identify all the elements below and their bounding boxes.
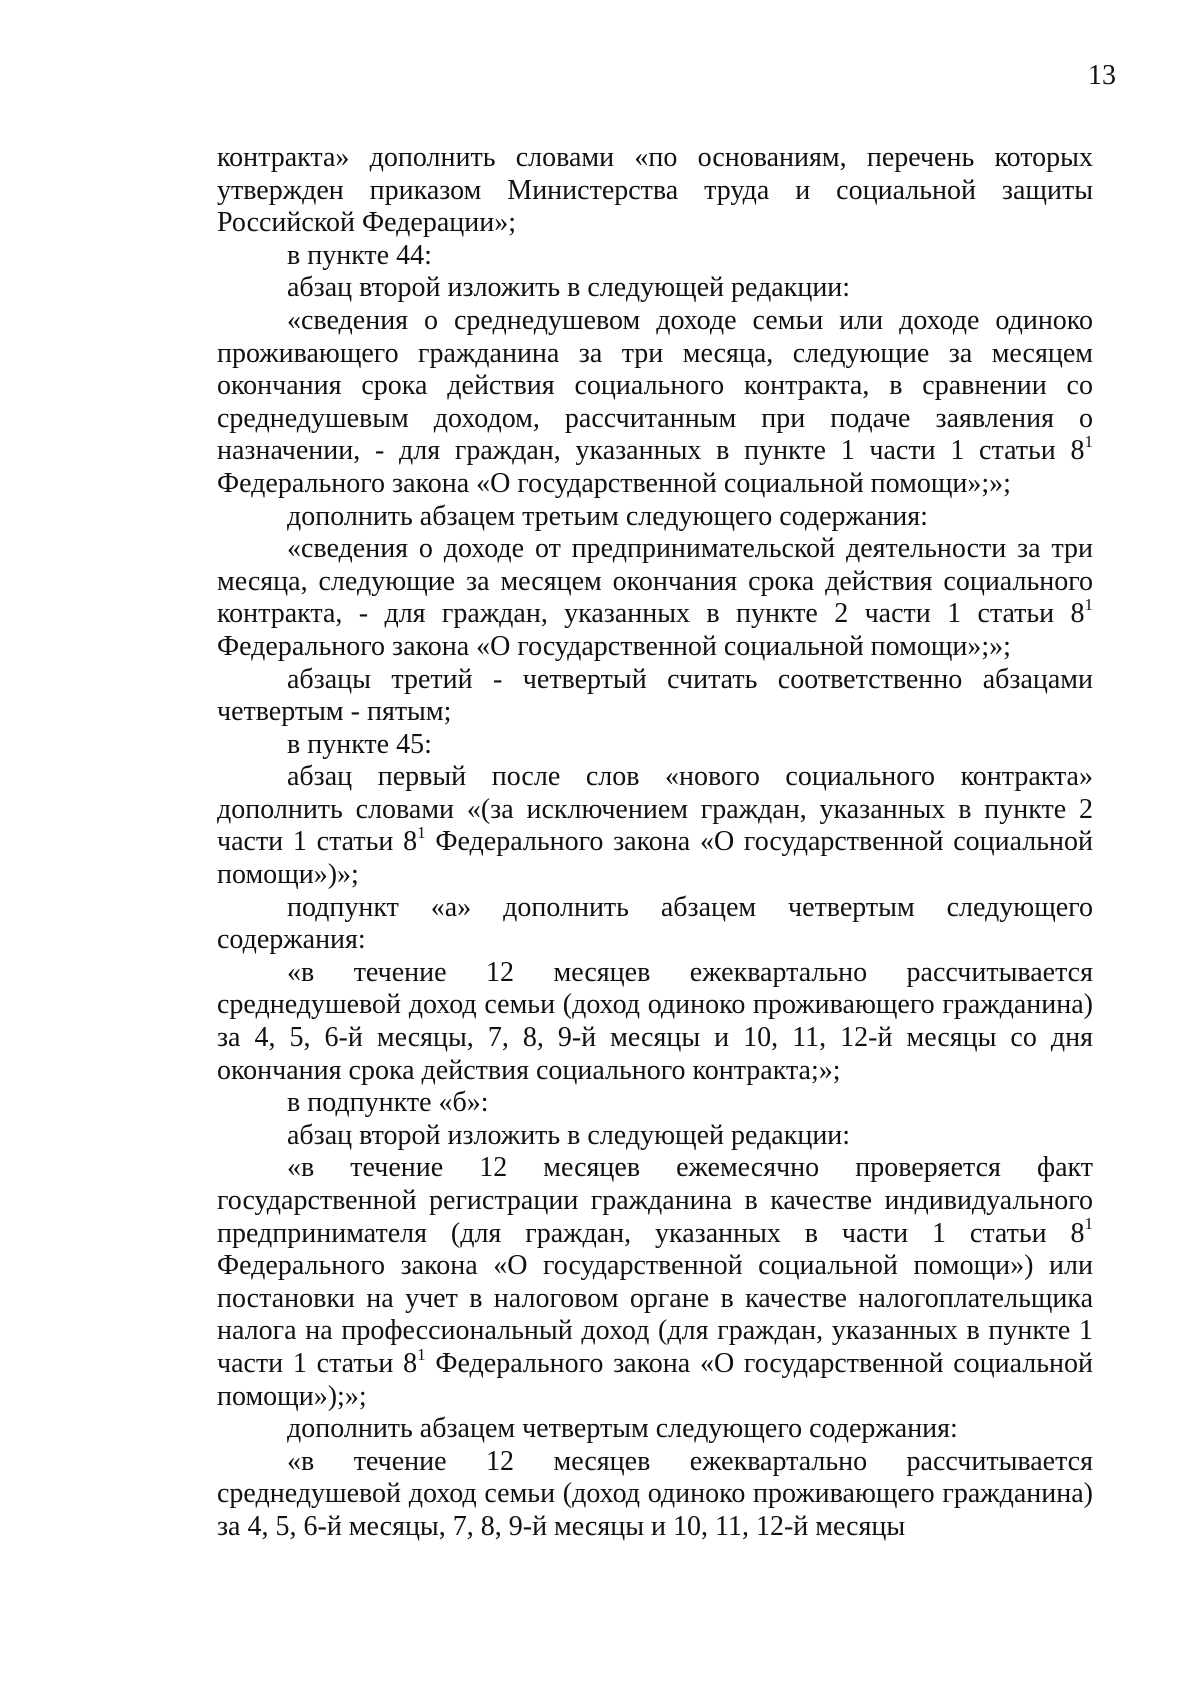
paragraph: «в течение 12 месяцев ежеквартально рассчитывается среднедушевой доход семьи (доход одиноко проживающего гражданина) за 4, 5, 6-й месяцы, 7, 8, 9-й месяцы и 10, 11, 12-й месяцы со дня окончания срока действия социального контракта;»; bbox=[217, 956, 1093, 1086]
paragraph: «в течение 12 месяцев ежеквартально рассчитывается среднедушевой доход семьи (доход одиноко проживающего гражданина) за 4, 5, 6-й месяцы, 7, 8, 9-й месяцы и 10, 11, 12-й месяцы bbox=[217, 1445, 1093, 1542]
paragraph: в пункте 44: bbox=[287, 239, 432, 271]
paragraph: в подпункте «б»: bbox=[287, 1087, 489, 1119]
paragraph: дополнить абзацем четвертым следующего содержания: bbox=[287, 1413, 958, 1445]
paragraph: дополнить абзацем третьим следующего содержания: bbox=[287, 500, 928, 532]
paragraph: «в течение 12 месяцев ежемесячно проверяется факт государственной регистрации гражданина в качестве индивидуального предпринимателя (для граждан, указанных в части 1 статьи $8^1$ Федерального закона «О государственной социальной помощи») или постановки на учет в налоговом органе в качестве налогоплательщика налога на профессиональный доход (для граждан, указанных в пункте 1 части 1 статьи $8^1$ Федерального закона «О государственной социальной помощи»);»; bbox=[217, 1152, 1093, 1412]
paragraph: контракта» дополнить словами «по основаниям, перечень которых утвержден приказом Министерства труда и социальной защиты Российской Федерации»; bbox=[217, 142, 1093, 239]
paragraph: абзац второй изложить в следующей редакции: bbox=[287, 1119, 851, 1151]
paragraph: «сведения о доходе от предпринимательской деятельности за три месяца, следующие за месяцем окончания срока действия социального контракта, - для граждан, указанных в пункте 2 части 1 статьи $8^1$ Федерального закона «О государственной социальной помощи»;»; bbox=[217, 533, 1093, 662]
paragraph: абзацы третий - четвертый считать соответственно абзацами четвертым - пятым; bbox=[217, 663, 1093, 728]
page-number: 13 bbox=[1088, 60, 1116, 91]
paragraph: в пункте 45: bbox=[287, 728, 432, 760]
document-body bbox=[217, 142, 1093, 1544]
paragraph: абзац второй изложить в следующей редакции: bbox=[287, 272, 851, 304]
paragraph: подпункт «а» дополнить абзацем четвертым следующего содержания: bbox=[217, 891, 1093, 956]
paragraph: абзац первый после слов «нового социального контракта» дополнить словами «(за исключением граждан, указанных в пункте 2 части 1 статьи $8^1$ Федерального закона «О государственной социальной помощи»)»; bbox=[217, 761, 1093, 891]
paragraph: «сведения о среднедушевом доходе семьи или доходе одиноко проживающего гражданина за три месяца, следующие за месяцем окончания срока действия социального контракта, в сравнении со среднедушевым доходом, рассчитанным при подаче заявления о назначении, - для граждан, указанных в пункте 1 части 1 статьи $8^1$ Федерального закона «О государственной социальной помощи»;»; bbox=[217, 304, 1093, 499]
